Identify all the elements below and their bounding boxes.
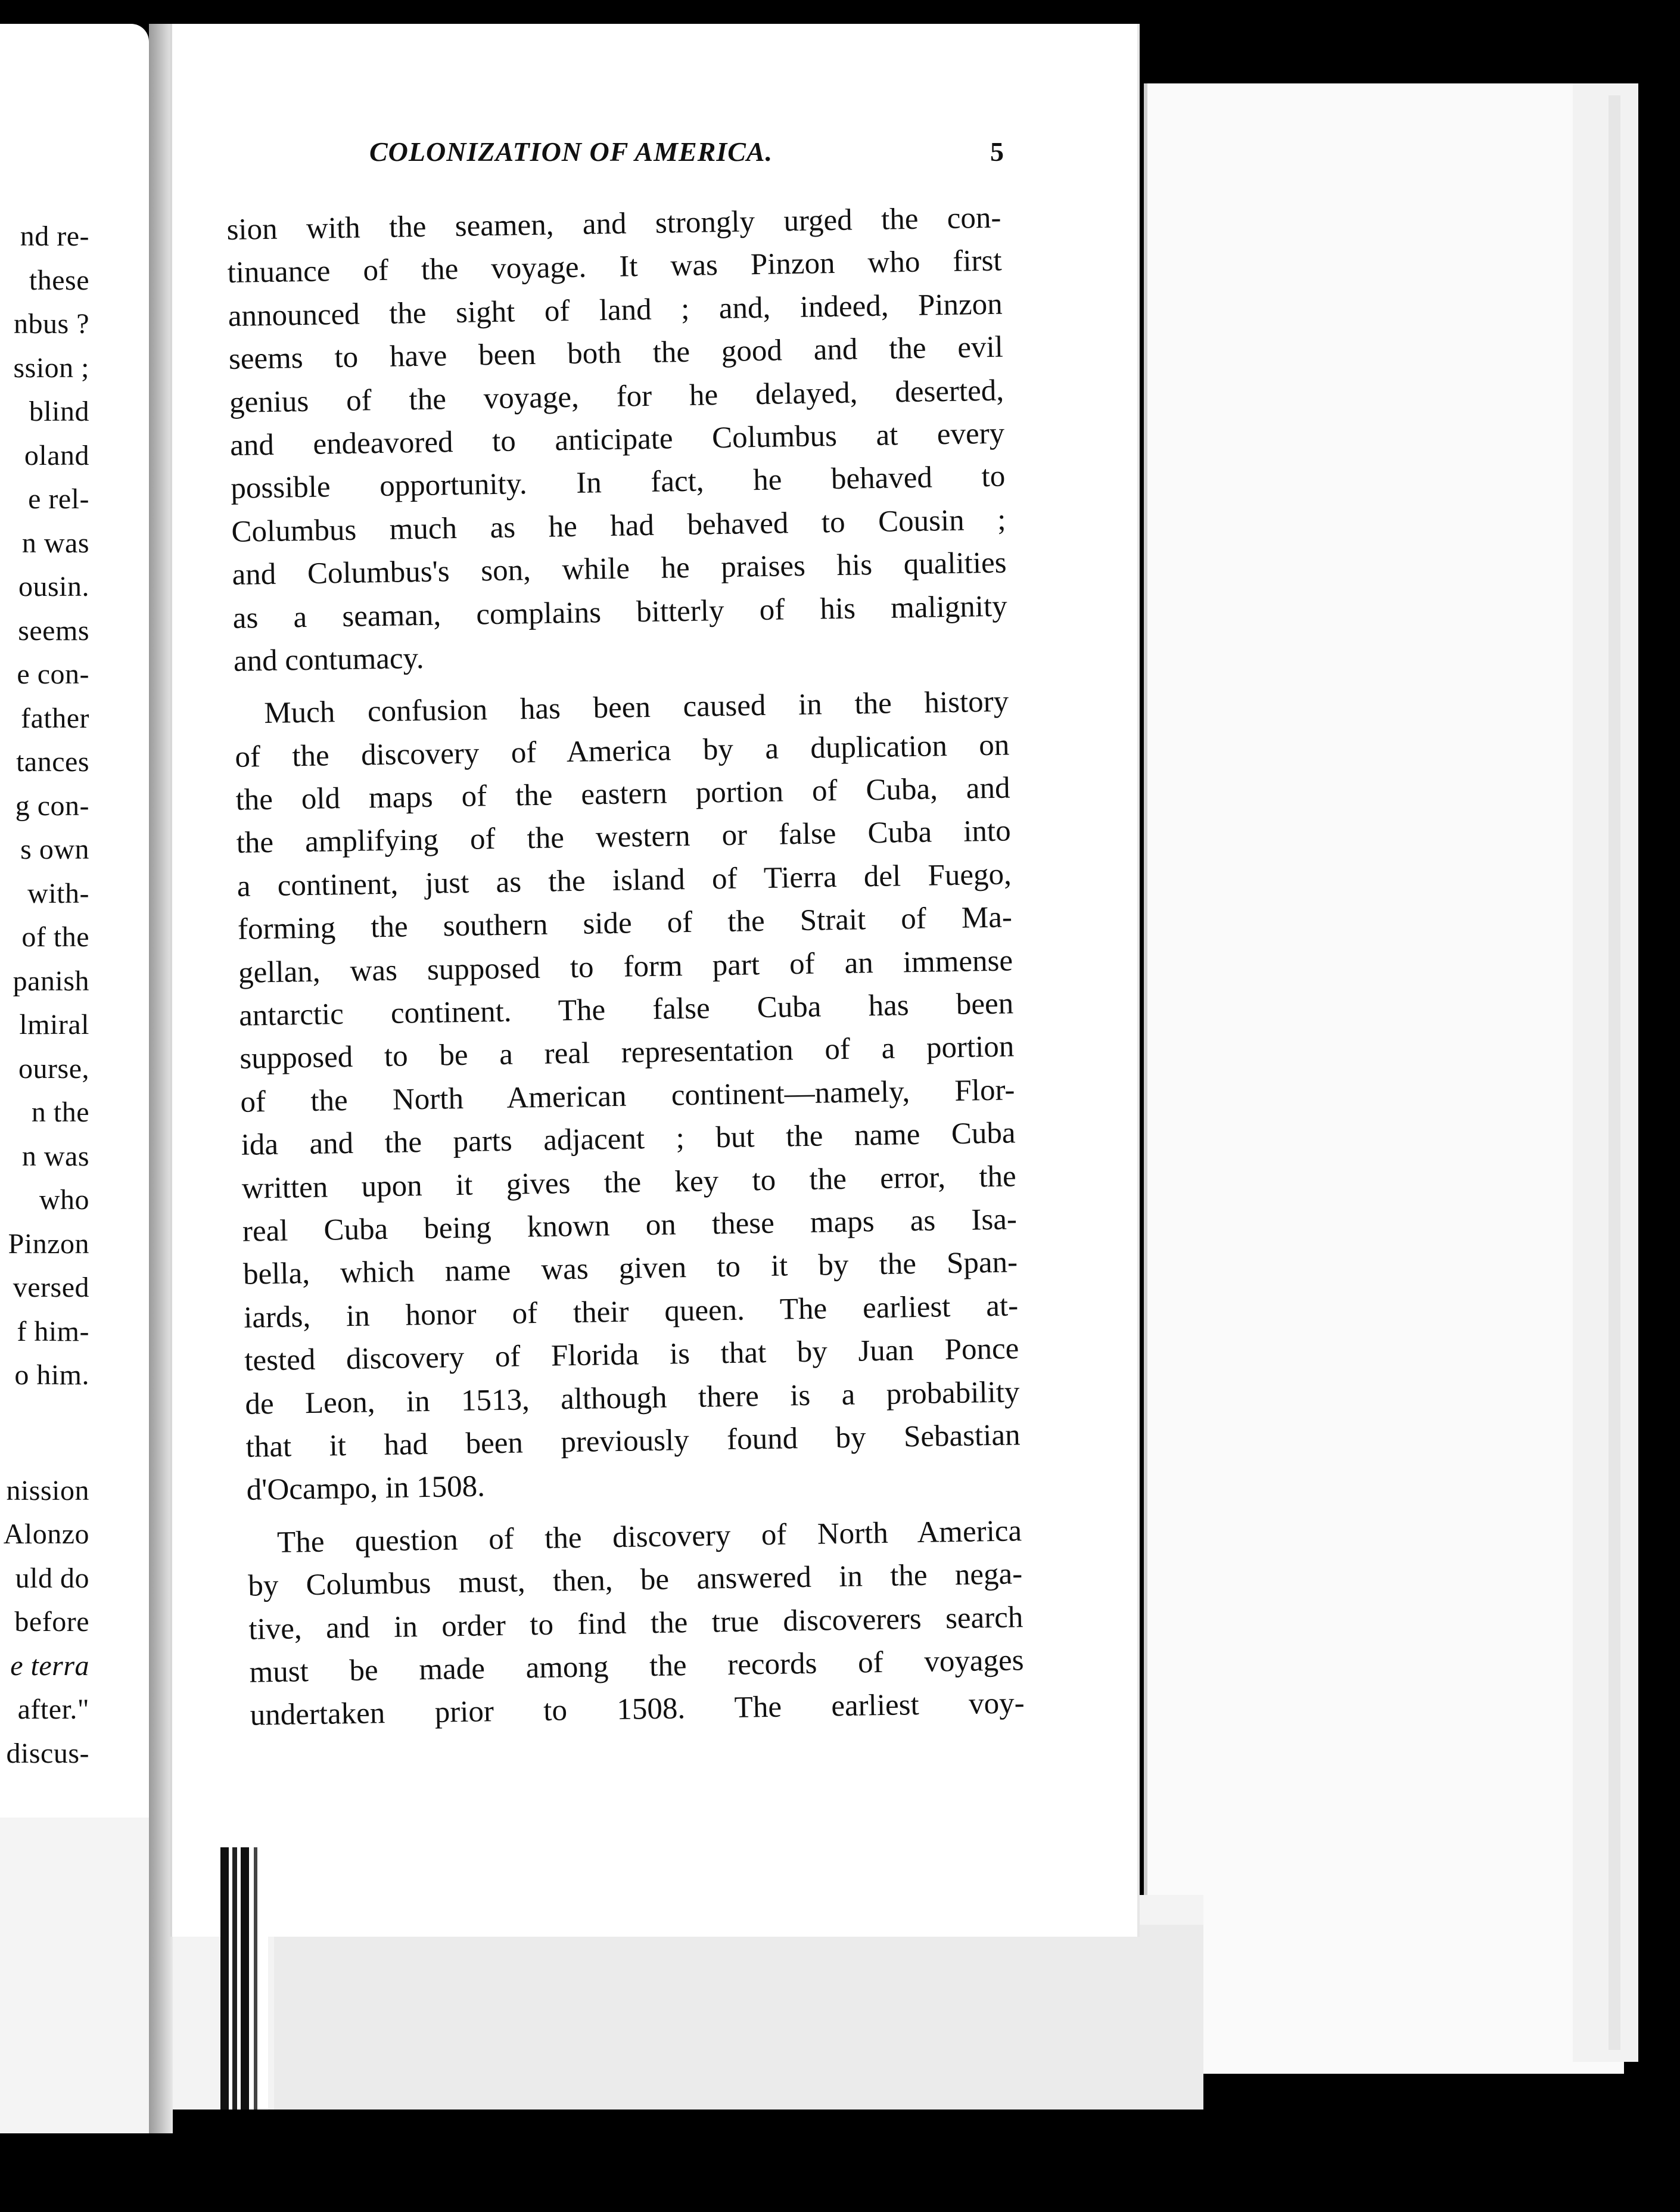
left-page <box>0 24 149 1818</box>
text-line: seems to have been both the good and the evil <box>228 330 1004 377</box>
text-line: by Columbus must, then, be answered in the nega- <box>247 1557 1023 1603</box>
left-page-line-fragment: ssion ; <box>13 352 89 384</box>
text-line: bella, which name was given to it by the Span- <box>242 1245 1018 1292</box>
text-line: as a seaman, complains bitterly of his malignity <box>232 589 1008 635</box>
text-line: Much confusion has been caused in the history <box>263 685 1009 731</box>
left-page-line-fragment: Alonzo <box>3 1518 89 1550</box>
left-page-line-fragment: versed <box>13 1272 89 1303</box>
left-page-line-fragment: nission <box>6 1474 89 1506</box>
left-page-line-fragment: o him. <box>14 1359 89 1391</box>
text-line: tested discovery of Florida is that by Juan Ponce <box>244 1332 1019 1378</box>
text-line: supposed to be a real representation of a portion <box>239 1030 1015 1076</box>
left-page-line-fragment: lmiral <box>19 1009 89 1040</box>
left-page-line-fragment: ousin. <box>18 571 89 602</box>
text-line: de Leon, in 1513, although there is a probability <box>245 1375 1020 1421</box>
left-page-line-fragment: tances <box>16 746 89 778</box>
text-line: sion with the seamen, and strongly urged the con- <box>226 201 1001 247</box>
left-page-line-fragment: seems <box>18 614 89 647</box>
left-page-line-fragment: n the <box>31 1096 89 1128</box>
text-line: d'Ocampo, in 1508. <box>246 1470 486 1508</box>
text-line: tinuance of the voyage. It was Pinzon who first <box>227 244 1002 290</box>
text-line: ida and the parts adjacent ; but the name Cuba <box>241 1116 1016 1163</box>
text-line: tive, and in order to find the true discoverers search <box>248 1600 1023 1646</box>
paragraph <box>234 681 1021 1512</box>
left-page-line-fragment: e terra <box>10 1649 89 1682</box>
paragraph <box>247 1509 1025 1737</box>
text-line: and contumacy. <box>233 641 424 678</box>
left-page-line-fragment: panish <box>13 965 89 997</box>
gutter-shadow <box>149 24 173 2133</box>
back-leaf-edge <box>1573 83 1638 2062</box>
page-number: 5 <box>990 136 1004 167</box>
back-leaf-edge-inner <box>1609 95 1620 2050</box>
left-page-line-fragment: f him- <box>17 1315 89 1347</box>
text-line: possible opportunity. In fact, he behaved to <box>230 459 1006 506</box>
left-page-line-fragment: discus- <box>6 1737 89 1769</box>
left-page-line-fragment: father <box>21 702 89 734</box>
text-line: written upon it gives the key to the error, the <box>241 1159 1017 1206</box>
left-page-line-fragment: with- <box>27 877 89 909</box>
left-page-line-fragment: nbus ? <box>14 308 89 340</box>
binding-stripes <box>220 1847 268 2110</box>
text-line: genius of the voyage, for he delayed, deserted, <box>229 374 1004 420</box>
text-line: forming the southern side of the Strait of Ma- <box>237 900 1013 947</box>
left-page-line-fragment: g con- <box>15 790 89 822</box>
text-line: the amplifying of the western or false Cuba into <box>236 814 1012 860</box>
running-head: COLONIZATION OF AMERICA. <box>369 136 773 167</box>
left-page-line-fragment: ourse, <box>18 1052 89 1085</box>
left-page-line-fragment: Pinzon <box>8 1228 89 1260</box>
text-line: of the discovery of America by a duplication on <box>235 728 1010 774</box>
text-line: the old maps of the eastern portion of Cuba, and <box>235 771 1010 817</box>
text-line: and endeavored to anticipate Columbus at every <box>229 417 1005 462</box>
left-page-line-fragment: nd re- <box>20 220 89 252</box>
text-line: Columbus much as he had behaved to Cousin ; <box>231 503 1006 549</box>
left-page-line-fragment: of the <box>21 921 89 953</box>
left-page-line-fragment: after." <box>17 1694 89 1725</box>
left-page-line-fragment: uld do <box>15 1562 89 1594</box>
left-page-line-fragment: these <box>29 264 89 296</box>
text-line: and Columbus's son, while he praises his qualities <box>232 546 1007 592</box>
body-text <box>226 197 1025 1744</box>
left-page-line-fragment: s own <box>20 834 89 865</box>
text-line: The question of the discovery of North America <box>276 1514 1022 1559</box>
left-page-line-fragment: who <box>39 1184 89 1216</box>
left-page-line-fragment: n was <box>21 527 89 559</box>
text-line: announced the sight of land ; and, indeed, Pinzon <box>228 287 1003 333</box>
lower-insert-inner-sheet <box>274 1925 1203 2110</box>
left-page-line-fragment: e con- <box>17 658 89 690</box>
right-blank-sheet <box>1144 83 1624 2074</box>
left-page-line-fragment: blind <box>29 396 89 427</box>
text-line: must be made among the records of voyages <box>249 1644 1024 1689</box>
text-line: undertaken prior to 1508. The earliest voy- <box>250 1686 1025 1732</box>
text-line: of the North American continent—namely, Flor- <box>240 1073 1015 1119</box>
text-line: gellan, was supposed to form part of an immense <box>238 944 1013 990</box>
left-page-line-fragment: before <box>14 1606 89 1638</box>
text-line: real Cuba being known on these maps as Isa- <box>242 1203 1018 1248</box>
paragraph-gap <box>0 1397 89 1469</box>
left-page-line-fragment: e rel- <box>28 483 89 515</box>
left-page-text-fragments <box>0 215 89 1775</box>
text-line: that it had been previously found by Sebastian <box>245 1418 1021 1464</box>
left-page-line-fragment: n was <box>21 1140 89 1172</box>
left-page-line-fragment: oland <box>24 439 89 471</box>
text-line: iards, in honor of their queen. The earliest at- <box>243 1289 1019 1335</box>
text-line: antarctic continent. The false Cuba has been <box>238 987 1014 1033</box>
text-line: a continent, just as the island of Tierra del Fuego, <box>237 858 1012 903</box>
left-page-bottom <box>0 1818 149 2133</box>
paragraph <box>226 197 1008 684</box>
